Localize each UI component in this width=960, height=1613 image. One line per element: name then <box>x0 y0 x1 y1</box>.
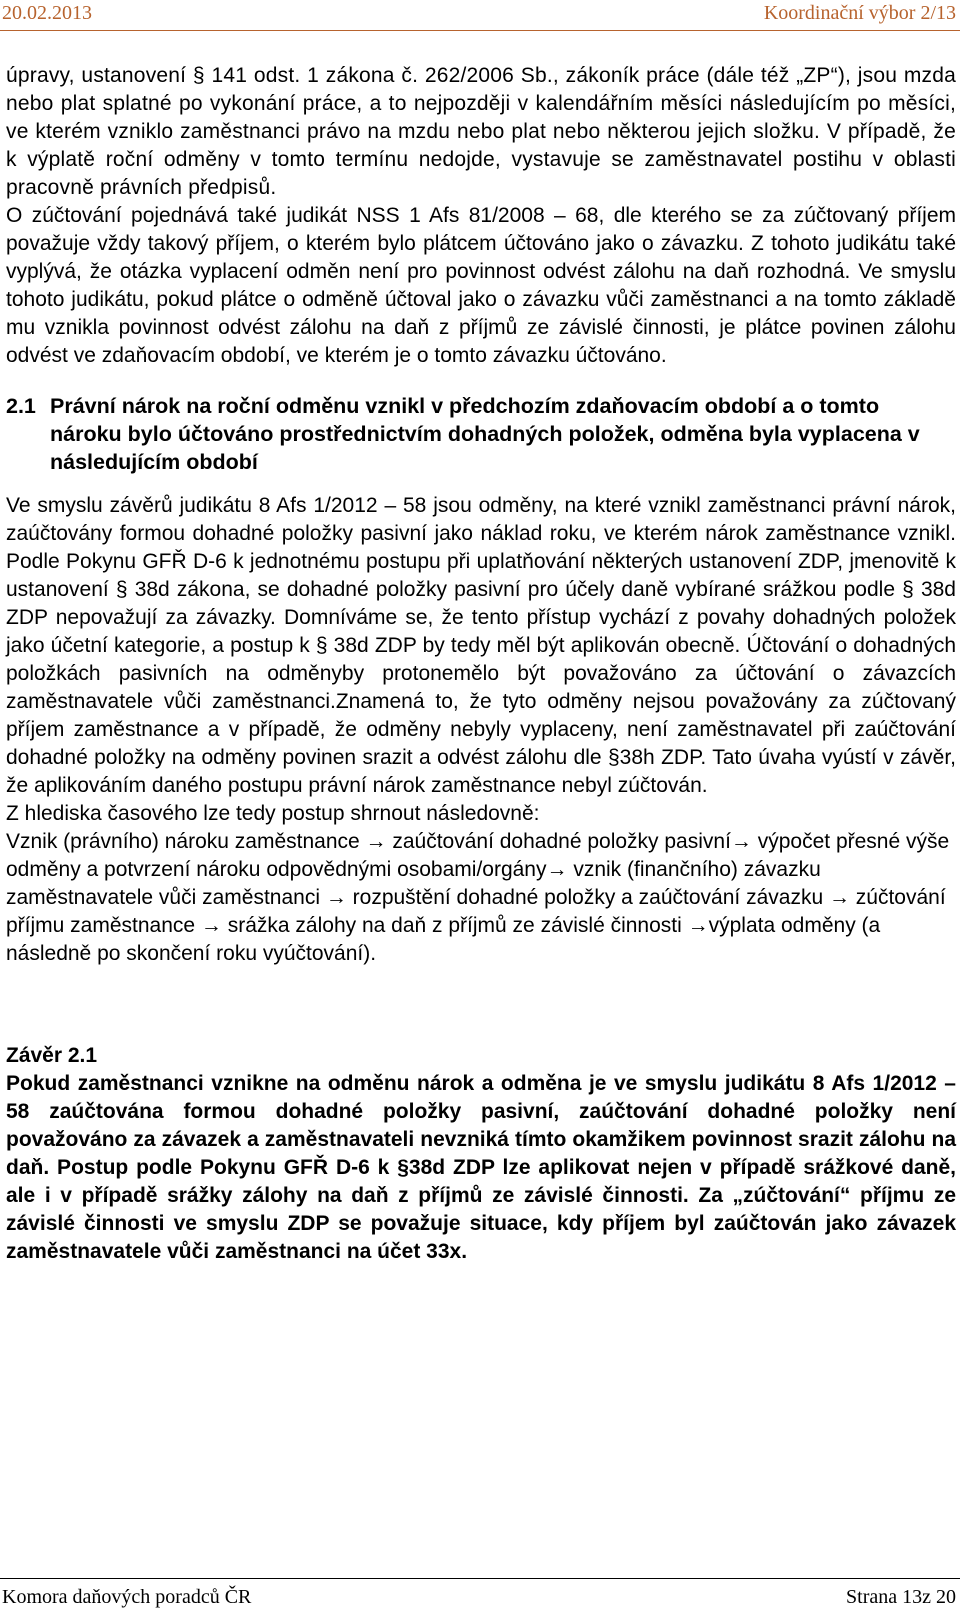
header-rule <box>0 30 960 31</box>
section-heading <box>6 392 956 476</box>
spacer <box>6 476 956 492</box>
footer-rule <box>0 1578 960 1579</box>
header-date: 20.02.2013 <box>2 2 92 24</box>
spacer <box>6 968 956 1042</box>
footer-organization: Komora daňových poradců ČR <box>2 1586 252 1608</box>
conclusion-title: Závěr 2.1 <box>6 1044 98 1067</box>
page-footer <box>0 1578 960 1613</box>
document-body <box>6 62 956 1266</box>
header-title: Koordinační výbor 2/13 <box>763 2 956 24</box>
paragraph-accrual: Ve smyslu závěrů judikátu 8 Afs 1/2012 – 58 jsou odměny, na které vznikl zaměstnanci právní nárok, zaúčtovány formou dohadné položky pasivní jako náklad roku, ve kterém nárok zaměstnance vznikl. Podle Pokynu GFŘ D-6 k jednotnému postupu při uplatňování některých ustanovení ZDP, jmenovitě k ustanovení § 38d zákona, se dohadné položky pasivní pro účely daně vybírané srážkou podle § 38d ZDP nepovažují za závazky. Domníváme se, že tento přístup vychází z povahy dohadných položek jako účetní kategorie, a postup k § 38d ZDP by tedy měl být aplikován obecně. Účtování o dohadných položkách pasivních na odměnyby protonemělo být považováno za účtování o závazcích zaměstnavatele vůči zaměstnanci.Znamená to, že tyto odměny nejsou považovány za zúčtovaný příjem zaměstnance a v případě, že odměny nebyly vyplaceny, není zaměstnavatel při zaúčtování dohadné položky na odměny povinen srazit a odvést zálohu dle §38h ZDP. Tato úvaha vyústí v závěr, že aplikováním daného postupu právní nárok zaměstnance nebyl zúčtován. <box>6 494 956 797</box>
conclusion-text: Pokud zaměstnanci vznikne na odměnu nárok a odměna je ve smyslu judikátu 8 Afs 1/2012 – 58 zaúčtována formou dohadné položky pasivní, zaúčtování dohadné položky není považováno za závazek a zaměstnavateli nevzniká tímto okamžikem povinnost srazit zálohu na daň. Postup podle Pokynu GFŘ D-6 k §38d ZDP lze aplikovat nejen v případě srážkové daně, ale i v případě srážky zálohy na daň z příjmů ze závislé činnosti. Za „zúčtování“ příjmu ze závislé činnosti ve smyslu ZDP se považuje situace, kdy příjem byl zaúčtován jako závazek zaměstnavatele vůči zaměstnanci na účet 33x. <box>6 1072 956 1263</box>
paragraph-timeline-intro: Z hlediska časového lze tedy postup shrnout následovně: <box>6 802 540 825</box>
paragraph-wage-payment: úpravy, ustanovení § 141 odst. 1 zákona č. 262/2006 Sb., zákoník práce (dále též „ZP“), jsou mzda nebo plat splatné po vykonání práce, a to nejpozději v kalendářním měsíci následujícím po měsíci, ve kterém vzniklo zaměstnanci právo na mzdu nebo plat nebo některou jejich složku. V případě, že k výplatě roční odměny v tomto termínu nedojde, vystavuje se zaměstnavatel postihu v oblasti pracovně právních předpisů. <box>6 64 956 199</box>
section-title: Právní nárok na roční odměnu vznikl v předchozím zdaňovacím období a o tomto nároku bylo účtováno prostřednictvím dohadných položek, odměna byla vyplacena v následujícím období <box>50 394 920 474</box>
page-header <box>0 0 960 28</box>
paragraph-timeline: Vznik (právního) nároku zaměstnance → zaúčtování dohadné položky pasivní→ výpočet přesné výše odměny a potvrzení nároku odpovědnými osobami/orgány→ vznik (finančního) závazku zaměstnavatele vůči zaměstnanci → rozpuštění dohadné položky a zaúčtování závazku → zúčtování příjmu zaměstnance → srážka zálohy na daň z příjmů ze závislé činnosti →výplata odměny (a následně po skončení roku vyúčtování). <box>6 830 950 965</box>
section-number: 2.1 <box>6 394 36 418</box>
footer-page-number: Strana 13z 20 <box>846 1586 956 1608</box>
paragraph-judgment-nss: O zúčtování pojednává také judikát NSS 1 Afs 81/2008 – 68, dle kterého se za zúčtovaný příjem považuje vždy takový příjem, o kterém bylo plátcem účtováno jako o závazku. Z tohoto judikátu také vyplývá, že otázka vyplacení odměn není pro povinnost odvést zálohu na daň rozhodná. Ve smyslu tohoto judikátu, pokud plátce o odměně účtoval jako o závazku vůči zaměstnanci a na tomto základě mu vznikla povinnost odvést zálohu na daň z příjmů ze závislé činnosti, je plátce povinen zálohu odvést ve zdaňovacím období, ve kterém je o tomto závazku účtováno. <box>6 204 956 367</box>
